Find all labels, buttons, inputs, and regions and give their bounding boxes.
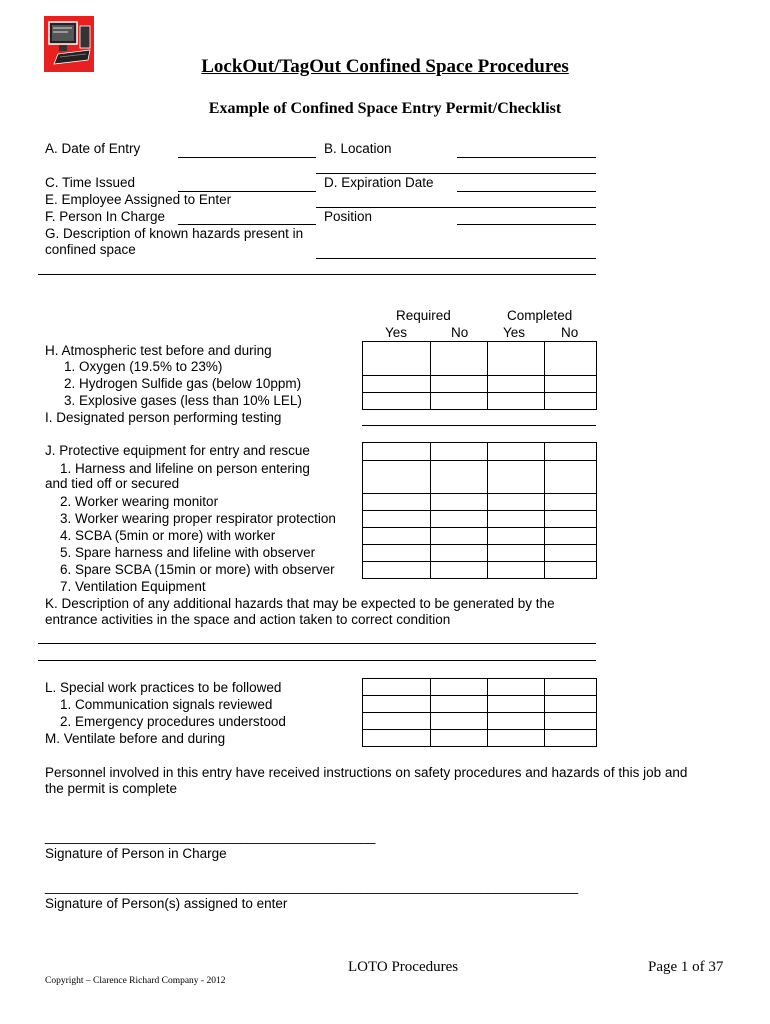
checkbox-cell[interactable] [545,696,597,713]
section-m-label: M. Ventilate before and during [45,731,226,746]
col-header-req-yes: Yes [385,325,408,340]
field-label-position: Position [324,209,373,224]
checkbox-cell[interactable] [545,511,597,528]
divider-line [316,173,596,174]
field-line-position[interactable] [457,224,596,225]
page-title: LockOut/TagOut Confined Space Procedures [201,56,569,77]
checkbox-cell[interactable] [545,528,597,545]
checkbox-cell[interactable] [363,730,431,747]
page-subtitle: Example of Confined Space Entry Permit/Checklist [208,100,562,117]
col-header-completed: Completed [507,308,573,323]
checkbox-cell[interactable] [431,679,488,696]
field-line-additional-hazards-1[interactable] [38,643,596,644]
checklist-table-l [362,678,597,747]
section-h-heading: H. Atmospheric test before and during [45,343,272,358]
field-line-hazards-2[interactable] [38,274,596,275]
checkbox-cell[interactable] [545,713,597,730]
checkbox-cell[interactable] [488,494,545,511]
footer-title: LOTO Procedures [348,959,459,975]
signature-line-assigned[interactable]: _______________________________________________________________________ [45,879,579,894]
checkbox-cell[interactable] [488,376,545,393]
checkbox-cell[interactable] [488,713,545,730]
field-line-expiration[interactable] [457,191,596,192]
footer-page-number: Page 1 of 37 [648,959,724,975]
checkbox-cell[interactable] [431,511,488,528]
checkbox-cell[interactable] [431,443,488,461]
field-label-location: B. Location [324,141,392,156]
field-line-hazards-1[interactable] [316,258,596,259]
checkbox-cell[interactable] [488,342,545,376]
col-header-req-no: No [451,325,469,340]
field-line-designated[interactable] [362,425,596,426]
field-label-expiration: D. Expiration Date [324,175,434,190]
checkbox-cell[interactable] [545,730,597,747]
checkbox-cell[interactable] [431,696,488,713]
checkbox-cell[interactable] [431,461,488,494]
section-h-item: 1. Oxygen (19.5% to 23%) [64,359,223,374]
section-j-item: 2. Worker wearing monitor [60,494,219,509]
checkbox-cell[interactable] [488,511,545,528]
checkbox-cell[interactable] [363,393,431,410]
checkbox-cell[interactable] [431,713,488,730]
footer-copyright: Copyright – Clarence Richard Company - 2012 [45,976,226,986]
checkbox-cell[interactable] [363,443,431,461]
section-i-label: I. Designated person performing testing [45,410,282,425]
field-label-time: C. Time Issued [45,175,136,190]
field-line-employee[interactable] [316,207,596,208]
field-label-hazards: G. Description of known hazards present in [45,226,304,241]
checkbox-cell[interactable] [363,545,431,562]
checkbox-cell[interactable] [431,494,488,511]
col-header-required: Required [396,308,451,323]
col-header-comp-no: No [561,325,579,340]
section-l-item: 2. Emergency procedures understood [60,714,286,729]
checkbox-cell[interactable] [545,494,597,511]
checkbox-cell[interactable] [363,528,431,545]
field-label-employee: E. Employee Assigned to Enter [45,192,232,207]
checkbox-cell[interactable] [488,545,545,562]
checklist-table-j [362,442,597,579]
checkbox-cell[interactable] [431,376,488,393]
checkbox-cell[interactable] [488,562,545,579]
checkbox-cell[interactable] [545,393,597,410]
checkbox-cell[interactable] [363,679,431,696]
section-l-heading: L. Special work practices to be followed [45,680,282,695]
checkbox-cell[interactable] [363,376,431,393]
section-h-item: 2. Hydrogen Sulfide gas (below 10ppm) [64,376,302,391]
checkbox-cell[interactable] [431,730,488,747]
checkbox-cell[interactable] [363,696,431,713]
section-k-text: K. Description of any additional hazards that may be expected to be generated by the [45,596,555,611]
section-l-item: 1. Communication signals reviewed [60,697,273,712]
checkbox-cell[interactable] [488,461,545,494]
section-j-item: 4. SCBA (5min or more) with worker [60,528,276,543]
section-j-item: 5. Spare harness and lifeline with observer [60,545,316,560]
checkbox-cell[interactable] [545,461,597,494]
checkbox-cell[interactable] [431,528,488,545]
checkbox-cell[interactable] [363,562,431,579]
checkbox-cell[interactable] [545,443,597,461]
checkbox-cell[interactable] [431,393,488,410]
field-line-location[interactable] [457,157,596,158]
field-label-person-in-charge: F. Person In Charge [45,209,166,224]
field-line-date[interactable] [178,157,316,158]
checkbox-cell[interactable] [363,511,431,528]
checkbox-cell[interactable] [363,461,431,494]
statement-text: Personnel involved in this entry have received instructions on safety procedures and hazards of this job and [45,765,688,780]
signature-label-person-in-charge: Signature of Person in Charge [45,846,227,861]
checkbox-cell[interactable] [488,730,545,747]
signature-label-assigned: Signature of Person(s) assigned to enter [45,896,288,911]
col-header-comp-yes: Yes [503,325,526,340]
section-j-heading: J. Protective equipment for entry and rescue [45,443,310,458]
checkbox-cell[interactable] [488,443,545,461]
field-label-date: A. Date of Entry [45,141,141,156]
statement-text-cont: the permit is complete [45,781,178,796]
checklist-table-h [362,341,597,410]
section-k-text-cont: entrance activities in the space and action taken to correct condition [45,612,451,627]
field-line-additional-hazards-2[interactable] [38,660,596,661]
section-h-item: 3. Explosive gases (less than 10% LEL) [64,393,302,408]
checkbox-cell[interactable] [488,528,545,545]
checkbox-cell[interactable] [431,342,488,376]
checkbox-cell[interactable] [431,562,488,579]
section-j-item: 7. Ventilation Equipment [60,579,206,594]
section-j-item-cont: and tied off or secured [45,476,180,491]
checkbox-cell[interactable] [545,545,597,562]
section-j-item: 6. Spare SCBA (15min or more) with observer [60,562,335,577]
checkbox-cell[interactable] [431,545,488,562]
checkbox-cell[interactable] [363,494,431,511]
checkbox-cell[interactable] [488,696,545,713]
field-label-hazards-cont: confined space [45,242,136,257]
checkbox-cell[interactable] [488,393,545,410]
checkbox-cell[interactable] [545,562,597,579]
section-j-item: 1. Harness and lifeline on person entering [60,461,310,476]
checkbox-cell[interactable] [545,342,597,376]
checkbox-cell[interactable] [488,679,545,696]
checkbox-cell[interactable] [545,679,597,696]
signature-line-person-in-charge[interactable]: ____________________________________________ [45,829,376,844]
section-j-item: 3. Worker wearing proper respirator protection [60,511,336,526]
checkbox-cell[interactable] [363,713,431,730]
checkbox-cell[interactable] [363,342,431,376]
checkbox-cell[interactable] [545,376,597,393]
field-line-person-in-charge[interactable] [178,224,316,225]
